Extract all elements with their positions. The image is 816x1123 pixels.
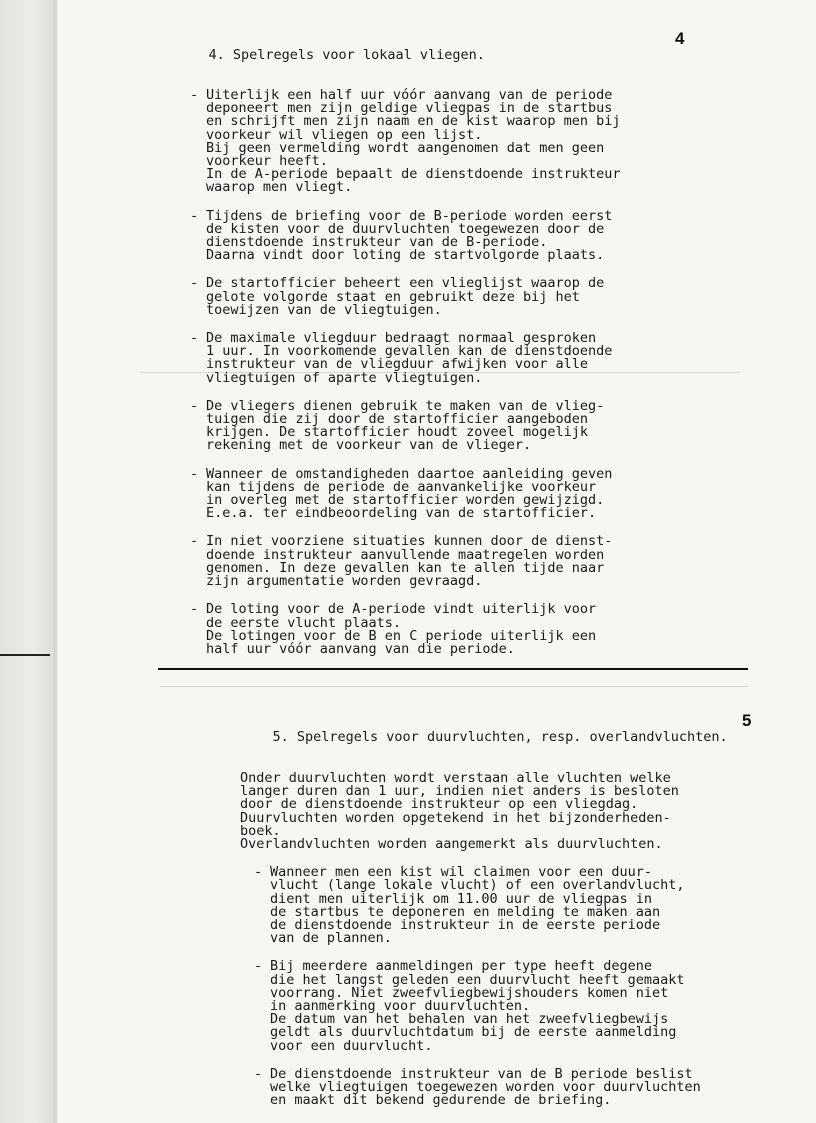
list-item: - De loting voor de A-periode vindt uiterlijk voor de eerste vlucht plaats. De lotingen voor de B en C periode uiterlijk een half uur vóór aanvang van die periode. <box>190 601 597 657</box>
section-5-intro: Onder duurvluchten wordt verstaan alle vluchten welke langer duren dan 1 uur, indien niet anders is besloten door de dienstdoende instrukteur op een vliegdag. Duurvluchten worden opgetekend in het bijzonderheden- boek. Overlandvluchten worden aangemerkt als duurvluchten. <box>240 770 679 853</box>
page-number-4: 4 <box>675 29 685 48</box>
section-4-title: 4. Spelregels voor lokaal vliegen. <box>208 47 485 63</box>
edge-mark <box>0 654 50 656</box>
list-item: - De dienstdoende instrukteur van de B periode beslist welke vliegtuigen toegewezen worden voor duurvluchten en maakt dit bekend gedurende de briefing. <box>254 1065 701 1109</box>
list-item: - Wanneer men een kist wil claimen voor een duur- vlucht (lange lokale vlucht) of een overlandvlucht, dient men uiterlijk om 11.00 uur de vliegpas in de startbus te deponeren en melding te maken aan de dienstdoende instrukteur in de eerste periode van de plannen. <box>254 864 685 947</box>
list-item: - De startofficier beheert een vlieglijst waarop de gelote volgorde staat en gebruikt deze bij het toewijzen van de vliegtuigen. <box>190 275 605 318</box>
list-item: - Bij meerdere aanmeldingen per type heeft degene die het langst geleden een duurvlucht heeft gemaakt voorrang. Niet zweefvliegbewijshouders komen niet in aanmerking voor duurvluchten. De datum van het behalen van het zweefvliegbewijs geldt als duurvluchtdatum bij de eerste aanmelding voor een duurvlucht. <box>254 958 685 1054</box>
list-item: - Uiterlijk een half uur vóór aanvang van de periode deponeert men zijn geldige vliegpas in de startbus en schrijft men zijn naam en de kist waarop men bij voorkeur wil vliegen op een lijst. Bij geen vermelding wordt aangenomen dat men geen voorkeur heeft. In de A-periode bepaalt de dienstdoende instrukteur waarop men vliegt. <box>190 87 621 196</box>
section-4 <box>176 33 766 656</box>
list-item: - De maximale vliegduur bedraagt normaal gesproken 1 uur. In voorkomende gevallen kan de dienstdoende instrukteur van de vliegduur afwijken voor alle vliegtuigen of aparte vliegtuigen. <box>190 330 613 386</box>
section-5-title: 5. Spelregels voor duurvluchten, resp. overlandvluchten. <box>272 729 728 745</box>
bleed-through-line <box>160 686 748 687</box>
list-item: - De vliegers dienen gebruik te maken van de vlieg- tuigen die zij door de startofficier aangeboden krijgen. De startofficier houdt zoveel mogelijk rekening met de voorkeur van de vlieger. <box>190 397 605 454</box>
list-item: - Wanneer de omstandigheden daartoe aanleiding geven kan tijdens de periode de aanvankelijke voorkeur in overleg met de startofficier worden gewijzigd. E.e.a. ter eindbeoordeling van de startofficier. <box>190 465 613 522</box>
section-5-heading <box>240 715 760 760</box>
section-divider <box>158 668 748 670</box>
page-number-5: 5 <box>742 711 752 730</box>
list-item: - In niet voorziene situaties kunnen door de dienst- doende instrukteur aanvullende maatregelen worden genomen. In deze gevallen kan te allen tijde naar zijn argumentatie worden gevraagd. <box>190 533 613 590</box>
left-page-strip <box>0 0 58 1123</box>
list-item: - Tijdens de briefing voor de B-periode worden eerst de kisten voor de duurvluchten toegewezen door de dienstdoende instrukteur van de B-periode. Daarna vindt door loting de startvolgorde plaats. <box>190 207 613 264</box>
section-5 <box>240 715 760 1107</box>
